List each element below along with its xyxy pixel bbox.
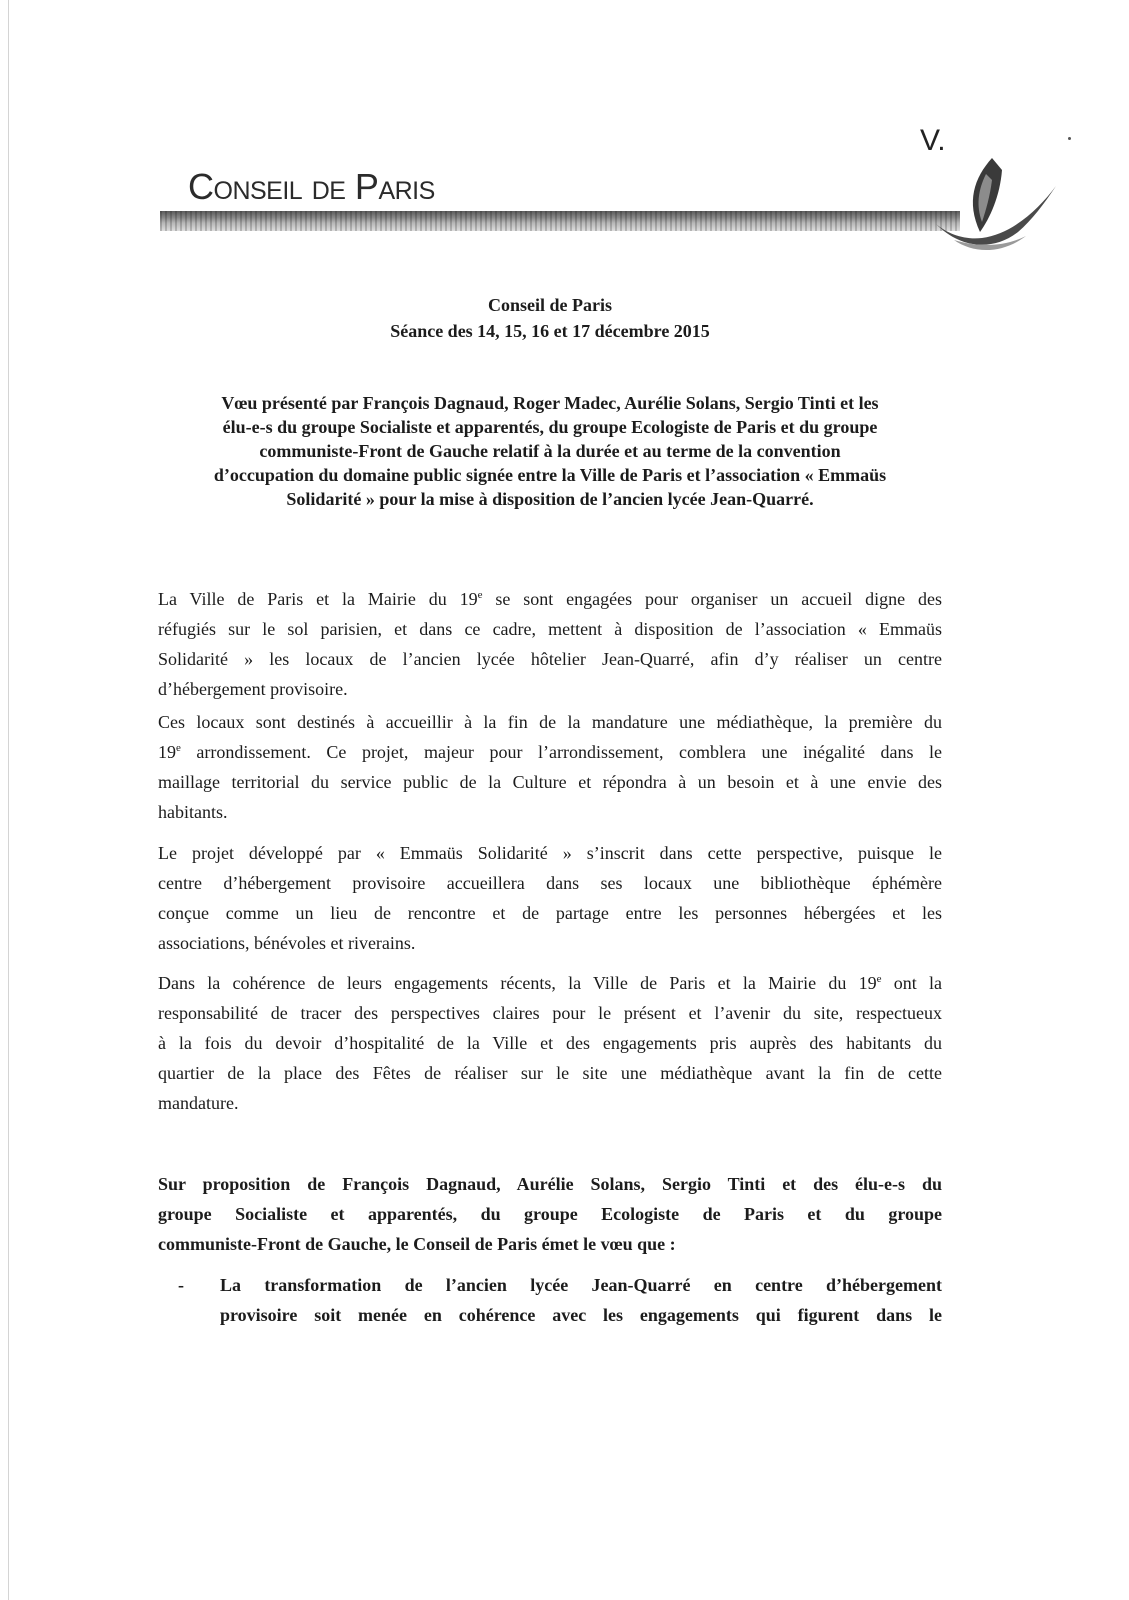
paragraph-line: Le projet développé par « Emmaüs Solidarité » s’inscrit dans cette perspective, puisque le [158,843,942,863]
title-line: communiste-Front de Gauche relatif à la durée et au terme de la convention [259,441,841,461]
title-line: d’occupation du domaine public signée entre la Ville de Paris et l’association « Emmaüs [213,465,887,485]
paragraph-line: à la fois du devoir d’hospitalité de la Ville et des engagements pris auprès des habitants du [158,1033,942,1053]
brand-rule [160,211,960,231]
paragraph-line: quartier de la place des Fêtes de réaliser sur le site une médiathèque avant la fin de cette [158,1063,942,1083]
paragraph-line: 19e arrondissement. Ce projet, majeur pour l’arrondissement, comblera une inégalité dans le [158,742,942,762]
paragraph-line: maillage territorial du service public de la Culture et répondra à un besoin et à une envie des [158,772,942,792]
paragraph-line: Dans la cohérence de leurs engagements récents, la Ville de Paris et la Mairie du 19e ont la [158,973,942,993]
paragraph-3 [158,838,942,958]
paragraph-line: Solidarité » les locaux de l’ancien lycée hôtelier Jean-Quarré, afin d’y réaliser un centre [158,649,942,669]
motion-title [158,391,942,511]
scan-edge [8,0,9,1600]
paragraph-line: mandature. [158,1093,239,1113]
paragraph-1 [158,584,942,704]
title-line: élu-e-s du groupe Socialiste et apparentés, du groupe Ecologiste de Paris et du groupe [222,417,878,437]
proposal-line: communiste-Front de Gauche, le Conseil de Paris émet le vœu que : [158,1234,676,1254]
proposal-line: groupe Socialiste et apparentés, du groupe Ecologiste de Paris et du groupe [158,1204,942,1224]
brand-title: Conseil de Paris [188,166,435,207]
proposal-paragraph [158,1169,942,1259]
bullet-line: La transformation de l’ancien lycée Jean-Quarré en centre d’hébergement [220,1275,942,1295]
page-mark: V. [920,124,946,157]
paragraph-line: réfugiés sur le sol parisien, et dans ce cadre, mettent à disposition de l’association « Emmaüs [158,619,942,639]
paragraph-2 [158,707,942,827]
paragraph-line: responsabilité de tracer des perspectives claires pour le présent et l’avenir du site, respectueux [158,1003,942,1023]
council-name: Conseil de Paris [488,295,612,315]
paragraph-line: La Ville de Paris et la Mairie du 19e se sont engagées pour organiser un accueil digne des [158,589,942,609]
paragraph-line: Ces locaux sont destinés à accueillir à la fin de la mandature une médiathèque, la première du [158,712,942,732]
session-dates: Séance des 14, 15, 16 et 17 décembre 2015 [390,321,710,341]
paragraph-line: conçue comme un lieu de rencontre et de partage entre les personnes hébergées et les [158,903,942,923]
proposal-line: Sur proposition de François Dagnaud, Aurélie Solans, Sergio Tinti et des élu-e-s du [158,1174,942,1194]
paragraph-line: associations, bénévoles et riverains. [158,933,416,953]
paragraph-line: centre d’hébergement provisoire accueillera dans ses locaux une bibliothèque éphémère [158,873,942,893]
session-header [150,292,950,344]
paragraph-line: d’hébergement provisoire. [158,679,348,699]
paris-ship-logo-icon [930,140,1060,270]
bullet-dash: - [178,1275,184,1295]
bullet-line: provisoire soit menée en cohérence avec les engagements qui figurent dans le [220,1305,942,1325]
paragraph-line: habitants. [158,802,228,822]
title-line: Vœu présenté par François Dagnaud, Roger Madec, Aurélie Solans, Sergio Tinti et les [221,393,879,413]
title-line: Solidarité » pour la mise à disposition de l’ancien lycée Jean-Quarré. [286,489,814,509]
paragraph-4 [158,968,942,1118]
scan-speck [1068,137,1071,140]
bullet-item [220,1270,942,1330]
